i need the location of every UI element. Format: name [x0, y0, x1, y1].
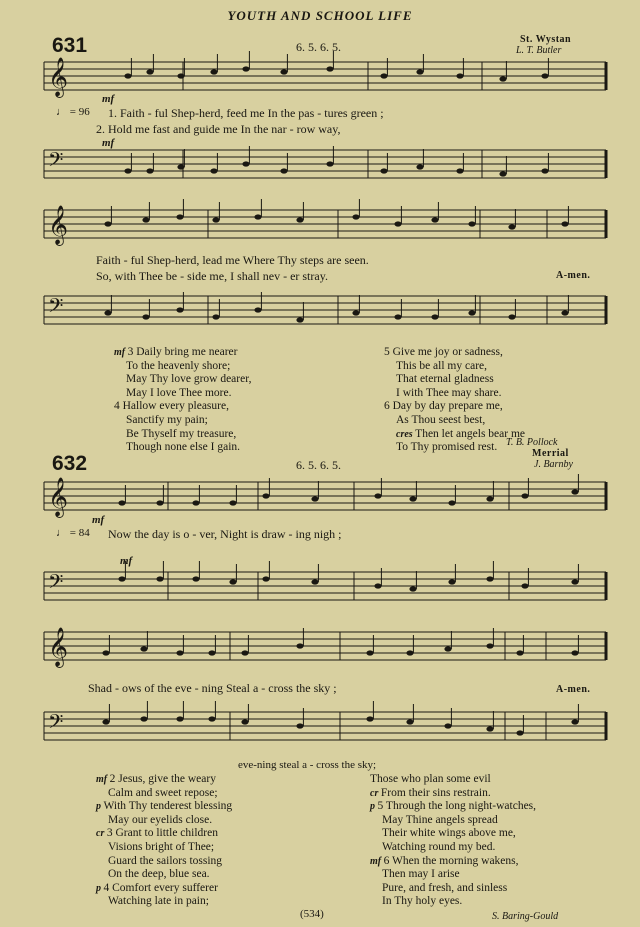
- treble-clef-icon: 𝄞: [48, 477, 69, 517]
- verse-line: [370, 787, 536, 801]
- verse-line: [370, 827, 536, 841]
- note-head: [280, 168, 287, 173]
- note-head: [177, 164, 184, 169]
- verse-dynamic: p: [370, 801, 378, 813]
- verse-text: Give me joy or sadness,: [392, 346, 503, 358]
- bass-clef-icon: 𝄢: [48, 570, 64, 598]
- hymn-631-dyn-bass: mf: [102, 137, 115, 149]
- verse-text: Jesus, give the weary: [118, 773, 216, 785]
- note-head: [176, 650, 183, 655]
- note-head: [212, 314, 219, 319]
- verse-line: [96, 800, 232, 814]
- note-head: [416, 69, 423, 74]
- hymn-631-tempo: ♩ = 96: [56, 106, 90, 118]
- verse-text: Hallow every pleasure,: [122, 400, 229, 413]
- verse-line: [370, 868, 536, 882]
- verse-line: [370, 814, 536, 828]
- note-head: [146, 168, 153, 173]
- verse-line: [384, 346, 525, 360]
- verse-text: Daily bring me nearer: [136, 346, 238, 358]
- verse-text: May our eyelids close.: [108, 813, 213, 826]
- verse-number: 6: [383, 854, 393, 867]
- note-head: [486, 496, 493, 501]
- note-head: [176, 214, 183, 219]
- verse-line: [370, 882, 536, 896]
- verse-line: [96, 814, 232, 828]
- verse-line: [370, 895, 536, 909]
- hymn-631-tune: St. Wystan: [520, 34, 572, 45]
- note-head: [561, 310, 568, 315]
- note-head: [311, 496, 318, 501]
- note-head: [541, 73, 548, 78]
- note-head: [208, 716, 215, 721]
- note-head: [448, 579, 455, 584]
- note-head: [541, 168, 548, 173]
- note-head: [394, 221, 401, 226]
- verse-text: Though none else I gain.: [126, 441, 241, 454]
- verse-line: [370, 800, 536, 814]
- note-head: [176, 716, 183, 721]
- note-head: [499, 76, 506, 81]
- running-head: YOUTH AND SCHOOL LIFE: [227, 8, 413, 23]
- hymn-632-line1: Now the day is o - ver, Night is draw - ing nigh ;: [108, 527, 342, 541]
- verse-dynamic: mf: [370, 855, 384, 867]
- verse-number: 5: [377, 800, 386, 813]
- verse-text: Calm and sweet repose;: [108, 786, 218, 799]
- note-head: [104, 310, 111, 315]
- verse-text: Watching round my bed.: [382, 840, 496, 853]
- note-head: [374, 493, 381, 498]
- note-head: [374, 583, 381, 588]
- note-head: [296, 643, 303, 648]
- note-head: [352, 310, 359, 315]
- note-head: [208, 650, 215, 655]
- hymn-632-composer: J. Barnby: [534, 459, 573, 470]
- note-head: [431, 217, 438, 222]
- note-head: [380, 73, 387, 78]
- note-head: [394, 314, 401, 319]
- hymn-632-line2-bass: eve-ning steal a - cross the sky;: [238, 759, 377, 771]
- verse-text: Visions bright of Thee;: [108, 840, 215, 853]
- verse-line: [114, 387, 251, 401]
- note-head: [254, 307, 261, 312]
- verse-dynamic: mf: [114, 347, 128, 358]
- note-head: [296, 723, 303, 728]
- note-head: [409, 496, 416, 501]
- verse-text: Grant to little children: [115, 827, 218, 840]
- note-head: [156, 500, 163, 505]
- verse-dynamic: mf: [96, 774, 110, 785]
- hymn-631-number: 631: [52, 34, 88, 57]
- hymn-632-tempo: ♩ = 84: [56, 527, 90, 539]
- bass-clef-icon: 𝄢: [48, 148, 64, 176]
- verse-line: [370, 773, 536, 787]
- note-head: [262, 493, 269, 498]
- note-head: [242, 66, 249, 71]
- hymn-631-line1-verse2: 2. Hold me fast and guide me In the nar - row way,: [96, 122, 341, 136]
- verse-line: [114, 441, 251, 455]
- note-head: [516, 730, 523, 735]
- verse-line: [370, 841, 536, 855]
- note-head: [140, 716, 147, 721]
- verse-text: When the morning wakens,: [392, 854, 519, 867]
- note-head: [486, 643, 493, 648]
- note-head: [140, 646, 147, 651]
- hymn-632-amen: A-men.: [556, 684, 591, 695]
- note-head: [352, 214, 359, 219]
- hymn-632-tune: Merrial: [532, 448, 569, 459]
- bass-clef-icon: 𝄢: [48, 710, 64, 738]
- verse-number: 2: [109, 773, 119, 785]
- verse-line: [370, 855, 536, 869]
- hymn-631-composer: L. T. Butler: [516, 45, 562, 56]
- verse-dynamic: cres: [396, 428, 416, 440]
- hymn-632-line2: Shad - ows of the eve - ning Steal a - cross the sky ;: [88, 681, 337, 695]
- verse-text: With Thy tenderest blessing: [103, 800, 233, 813]
- hymn-632-verses-left: [96, 773, 232, 909]
- verse-text: May I love Thee more.: [126, 386, 232, 399]
- treble-clef-icon: 𝄞: [48, 57, 69, 97]
- verse-number: 5: [384, 346, 393, 358]
- verse-dynamic: cr: [96, 828, 107, 840]
- verse-dynamic: p: [96, 882, 104, 894]
- verse-line: [96, 827, 232, 841]
- note-head: [262, 576, 269, 581]
- verse-text: Day by day prepare me,: [392, 400, 503, 413]
- note-head: [448, 500, 455, 505]
- note-head: [296, 317, 303, 322]
- note-head: [296, 217, 303, 222]
- verse-text: Through the long night-watches,: [385, 800, 537, 813]
- note-head: [142, 314, 149, 319]
- verse-line: [384, 373, 525, 387]
- note-head: [486, 576, 493, 581]
- verse-text: Watching late in pain;: [108, 895, 209, 908]
- note-head: [192, 576, 199, 581]
- note-head: [521, 583, 528, 588]
- hymn-632-number: 632: [52, 452, 88, 475]
- note-head: [102, 650, 109, 655]
- note-head: [142, 217, 149, 222]
- verse-line: [114, 400, 251, 414]
- verse-text: Then let angels bear me: [415, 427, 526, 440]
- note-head: [366, 650, 373, 655]
- verse-text: Sanctify my pain;: [126, 413, 208, 426]
- note-head: [124, 168, 131, 173]
- note-head: [468, 310, 475, 315]
- verse-line: [96, 868, 232, 882]
- hymn-631-author: T. B. Pollock: [506, 437, 558, 448]
- verse-line: [384, 414, 525, 428]
- verse-text: May Thy love grow dearer,: [126, 373, 252, 386]
- page-number: (534): [300, 908, 324, 920]
- verse-line: [114, 360, 251, 374]
- note-head: [254, 214, 261, 219]
- note-head: [571, 489, 578, 494]
- verse-text: This be all my care,: [396, 359, 488, 372]
- note-head: [406, 650, 413, 655]
- note-head: [444, 646, 451, 651]
- verse-text: Those who plan some evil: [370, 773, 491, 785]
- hymn-632-meter: 6. 5. 6. 5.: [296, 458, 341, 472]
- note-head: [242, 161, 249, 166]
- note-head: [456, 73, 463, 78]
- verse-text: On the deep, blue sea.: [108, 868, 210, 881]
- verse-line: [384, 400, 525, 414]
- verse-text: To Thy promised rest.: [396, 441, 498, 454]
- verse-text: Guard the sailors tossing: [108, 854, 223, 867]
- note-head: [431, 314, 438, 319]
- note-head: [118, 576, 125, 581]
- verse-line: [384, 428, 525, 442]
- verse-line: [96, 841, 232, 855]
- note-head: [210, 168, 217, 173]
- note-head: [212, 217, 219, 222]
- note-head: [177, 73, 184, 78]
- hymn-631-meter: 6. 5. 6. 5.: [296, 40, 341, 54]
- hymn-632-dyn-treble: mf: [92, 514, 105, 526]
- note-head: [486, 726, 493, 731]
- note-head: [521, 493, 528, 498]
- note-head: [561, 221, 568, 226]
- hymn-631-amen: A-men.: [556, 270, 591, 281]
- verse-line: [384, 387, 525, 401]
- note-head: [229, 579, 236, 584]
- note-head: [241, 719, 248, 724]
- note-head: [508, 314, 515, 319]
- bass-clef-icon: 𝄢: [48, 294, 64, 322]
- note-head: [326, 161, 333, 166]
- note-head: [499, 171, 506, 176]
- note-head: [571, 579, 578, 584]
- verse-text: Then may I arise: [382, 868, 460, 881]
- verse-line: [96, 855, 232, 869]
- note-head: [406, 719, 413, 724]
- verse-dynamic: p: [96, 801, 104, 813]
- note-head: [571, 719, 578, 724]
- verse-line: [96, 787, 232, 801]
- note-head: [409, 586, 416, 591]
- note-head: [229, 500, 236, 505]
- verse-text: Comfort every sufferer: [112, 881, 218, 894]
- verse-text: As Thou seest best,: [396, 413, 486, 426]
- note-head: [156, 576, 163, 581]
- verse-number: 4: [103, 881, 113, 894]
- note-head: [516, 650, 523, 655]
- note-head: [280, 69, 287, 74]
- note-head: [380, 168, 387, 173]
- treble-clef-icon: 𝄞: [48, 205, 69, 245]
- hymn-631-line2-verse2: So, with Thee be - side me, I shall nev - er stray.: [96, 269, 328, 283]
- verse-text: May Thine angels spread: [382, 813, 498, 826]
- hymn-631-line1-verse1: 1. Faith - ful Shep-herd, feed me In the pas - tures green ;: [108, 106, 384, 120]
- hymn-631-line2-verse1: Faith - ful Shep-herd, lead me Where Thy steps are seen.: [96, 253, 369, 267]
- hymn-632-verses-right: [370, 773, 536, 909]
- verse-line: [96, 895, 232, 909]
- verse-line: [96, 773, 232, 787]
- verse-line: [114, 346, 251, 360]
- hymn-631-verses-left: [114, 346, 251, 455]
- note-head: [102, 719, 109, 724]
- verse-line: [114, 414, 251, 428]
- verse-line: [114, 428, 251, 442]
- verse-line: [384, 441, 525, 455]
- note-head: [508, 224, 515, 229]
- hymn-632-author: S. Baring-Gould: [492, 911, 559, 922]
- verse-text: In Thy holy eyes.: [382, 895, 463, 908]
- verse-text: To the heavenly shore;: [126, 359, 231, 372]
- note-head: [468, 221, 475, 226]
- note-head: [456, 168, 463, 173]
- note-head: [416, 164, 423, 169]
- verse-text: Pure, and fresh, and sinless: [382, 881, 508, 894]
- treble-clef-icon: 𝄞: [48, 627, 69, 667]
- verse-number: 4: [114, 400, 123, 413]
- verse-text: Their white wings above me,: [382, 827, 516, 840]
- note-head: [210, 69, 217, 74]
- note-head: [366, 716, 373, 721]
- hymn-632-dyn-bass: mf: [120, 555, 133, 567]
- verse-text: I with Thee may share.: [396, 386, 502, 399]
- note-head: [241, 650, 248, 655]
- verse-line: [96, 882, 232, 896]
- verse-text: From their sins restrain.: [380, 786, 491, 799]
- verse-dynamic: cr: [370, 787, 381, 799]
- verse-line: [114, 373, 251, 387]
- note-head: [118, 500, 125, 505]
- note-head: [192, 500, 199, 505]
- note-head: [326, 66, 333, 71]
- note-head: [311, 579, 318, 584]
- hymn-631-verses-right: [384, 346, 525, 455]
- note-head: [176, 307, 183, 312]
- verse-text: Be Thyself my treasure,: [126, 427, 237, 440]
- verse-number: 3: [106, 827, 116, 840]
- verse-line: [384, 360, 525, 374]
- verse-number: 6: [384, 400, 393, 413]
- note-head: [571, 650, 578, 655]
- verse-number: 3: [127, 346, 137, 358]
- note-head: [104, 221, 111, 226]
- note-head: [146, 69, 153, 74]
- note-head: [444, 723, 451, 728]
- note-head: [124, 73, 131, 78]
- verse-text: That eternal gladness: [396, 373, 494, 386]
- hymn-631-dyn-treble: mf: [102, 93, 115, 105]
